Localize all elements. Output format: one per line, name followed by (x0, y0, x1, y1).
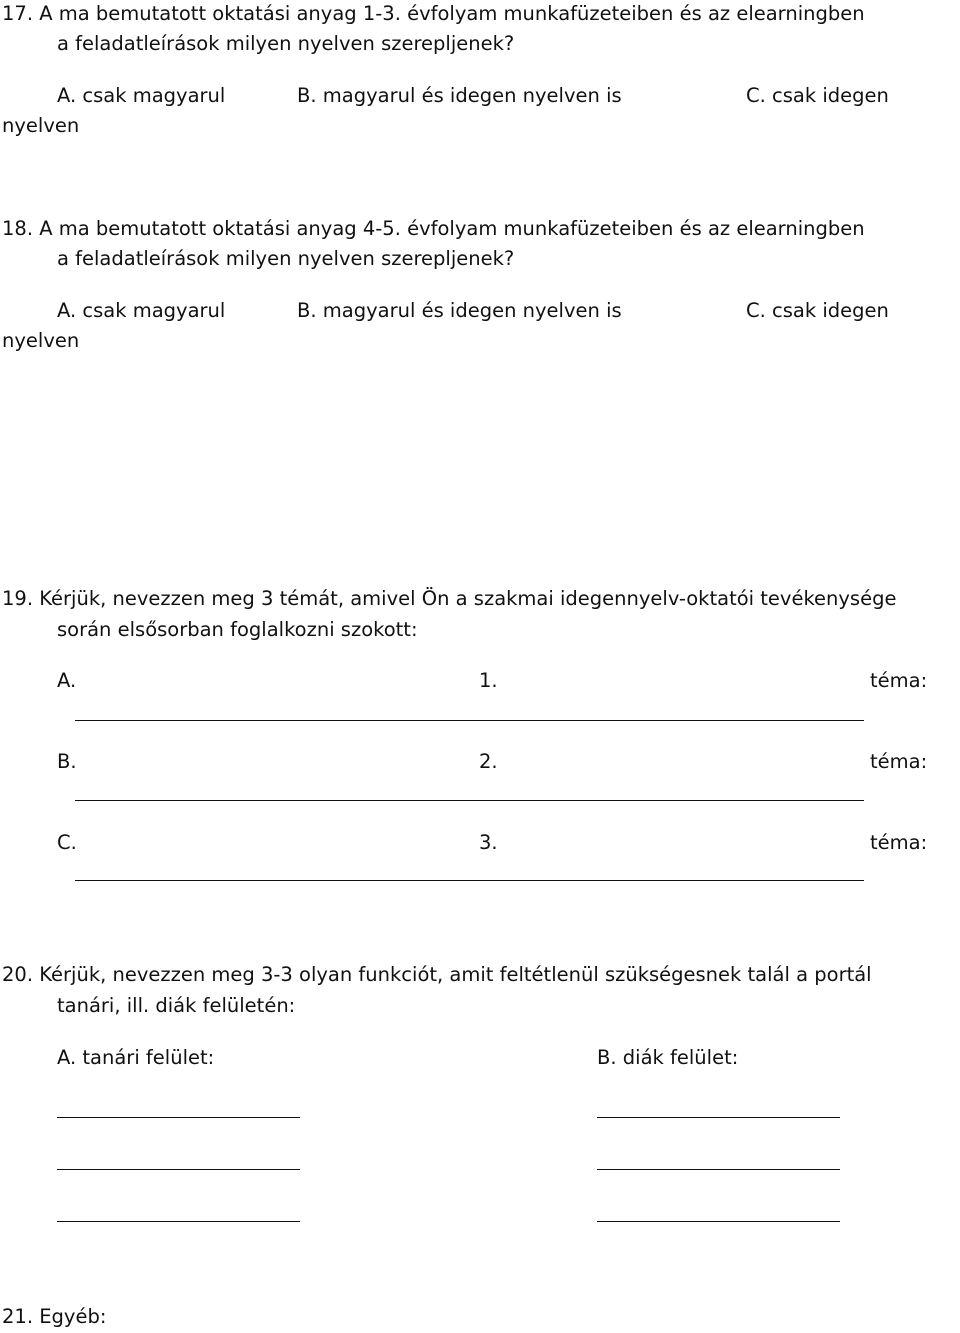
q18-option-c-cont: nyelven (2, 329, 80, 352)
q18-title-line2: a feladatleírások milyen nyelven szerepljenek? (57, 247, 515, 270)
q17-option-b: B. magyarul és idegen nyelven is (297, 84, 622, 107)
q17-option-a: A. csak magyarul (57, 84, 226, 107)
q19-title-line2: során elsősorban foglalkozni szokott: (57, 618, 418, 641)
q20-a-answer-line-1[interactable] (57, 1117, 300, 1118)
q20-title-line2: tanári, ill. diák felületén: (57, 994, 296, 1017)
q20-a-answer-line-3[interactable] (57, 1221, 300, 1222)
q19-row-number: 3. (479, 831, 498, 854)
q19-row-letter: B. (57, 750, 77, 773)
q17-title-line2: a feladatleírások milyen nyelven szerepljenek? (57, 32, 515, 55)
q17-title-line1: 17. A ma bemutatott oktatási anyag 1-3. évfolyam munkafüzeteiben és az elearningben (2, 2, 865, 25)
q18-option-a: A. csak magyarul (57, 299, 226, 322)
q18-option-c: C. csak idegen (746, 299, 889, 322)
q19-row-label: téma: (870, 831, 928, 854)
q19-row-letter: C. (57, 831, 77, 854)
q20-b-answer-line-1[interactable] (597, 1117, 840, 1118)
q19-row-letter: A. (57, 669, 77, 692)
q19-answer-line-3[interactable] (75, 880, 864, 881)
q18-title-line1: 18. A ma bemutatott oktatási anyag 4-5. évfolyam munkafüzeteiben és az elearningben (2, 217, 865, 240)
q17-option-c-cont: nyelven (2, 114, 80, 137)
q21-title: 21. Egyéb: (2, 1305, 107, 1328)
q19-answer-line-2[interactable] (75, 800, 864, 801)
q20-b-answer-line-2[interactable] (597, 1169, 840, 1170)
q19-answer-line-1[interactable] (75, 720, 864, 721)
q20-a-answer-line-2[interactable] (57, 1169, 300, 1170)
q20-col-b-label: B. diák felület: (597, 1046, 739, 1069)
q18-option-b: B. magyarul és idegen nyelven is (297, 299, 622, 322)
q20-col-a-label: A. tanári felület: (57, 1046, 215, 1069)
q19-title-line1: 19. Kérjük, nevezzen meg 3 témát, amivel Ön a szakmai idegennyelv-oktatói tevékenysége (2, 587, 897, 610)
q17-option-c: C. csak idegen (746, 84, 889, 107)
q19-row-number: 2. (479, 750, 498, 773)
q19-row-label: téma: (870, 669, 928, 692)
q19-row-label: téma: (870, 750, 928, 773)
q19-row-number: 1. (479, 669, 498, 692)
q20-b-answer-line-3[interactable] (597, 1221, 840, 1222)
q20-title-line1: 20. Kérjük, nevezzen meg 3-3 olyan funkciót, amit feltétlenül szükségesnek talál a portál (2, 963, 872, 986)
